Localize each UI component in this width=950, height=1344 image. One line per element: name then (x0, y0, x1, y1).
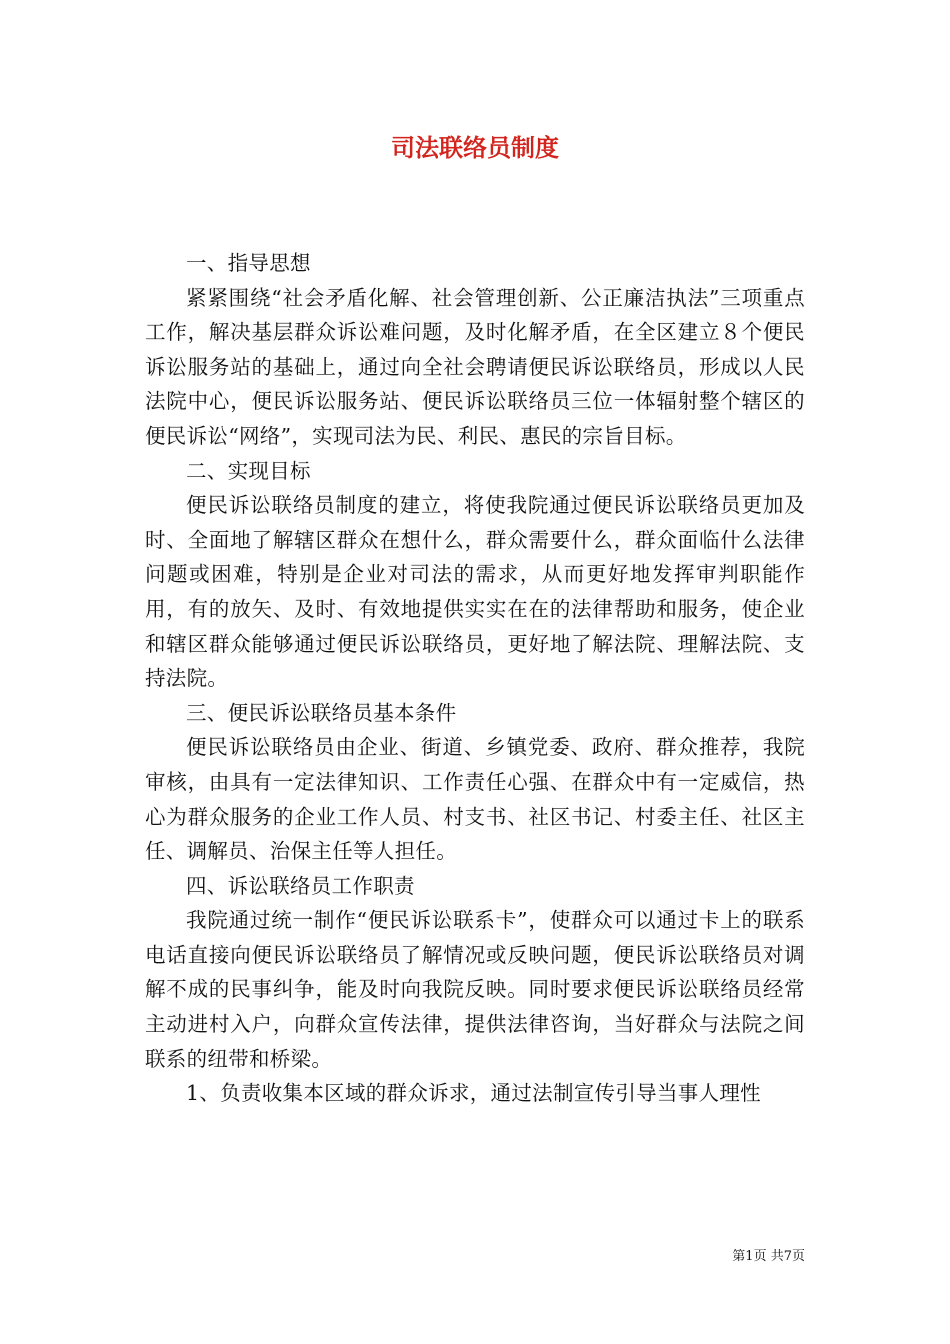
paragraph-goals: 便民诉讼联络员制度的建立，将使我院通过便民诉讼联络员更加及时、全面地了解辖区群众在想什么，群众需要什么，群众面临什么法律问题或困难，特别是企业对司法的需求，从而更好地发挥审判职能作用，有的放矢、及时、有效地提供实实在在的法律帮助和服务，使企业和辖区群众能够通过便民诉讼联络员，更好地了解法院、理解法院、支持法院。 (145, 493, 805, 691)
paragraph-duty-item-1: 1、负责收集本区域的群众诉求，通过法制宣传引导当事人理性 (186, 1081, 761, 1106)
paragraph-guiding-ideology: 紧紧围绕“社会矛盾化解、社会管理创新、公正廉洁执法”三项重点工作，解决基层群众诉讼难问题，及时化解矛盾，在全区建立８个便民诉讼服务站的基础上，通过向全社会聘请便民诉讼联络员，形成以人民法院中心，便民诉讼服务站、便民诉讼联络员三位一体辐射整个辖区的便民诉讼“网络”，实现司法为民、利民、惠民的宗旨目标。 (145, 285, 805, 448)
footer-page-number: 1 (745, 1249, 754, 1264)
footer-suffix: 页 (791, 1249, 805, 1264)
footer-prefix: 第 (732, 1249, 746, 1264)
page-footer (732, 1248, 805, 1266)
page-title: 司法联络员制度 (391, 133, 559, 162)
footer-middle: 页 共 (753, 1249, 784, 1264)
paragraph-duties: 我院通过统一制作“便民诉讼联系卡”，使群众可以通过卡上的联系电话直接向便民诉讼联络员了解情况或反映问题，便民诉讼联络员对调解不成的民事纠争，能及时向我院反映。同时要求便民诉讼联络员经常主动进村入户，向群众宣传法律，提供法律咨询，当好群众与法院之间联系的纽带和桥梁。 (145, 908, 805, 1071)
footer-total-pages: 7 (783, 1249, 792, 1264)
paragraph-basic-conditions: 便民诉讼联络员由企业、街道、乡镇党委、政府、群众推荐，我院审核，由具有一定法律知识、工作责任心强、在群众中有一定威信，热心为群众服务的企业工作人员、村支书、社区书记、村委主任、社区主任、调解员、治保主任等人担任。 (145, 735, 805, 864)
section-heading-goals: 二、实现目标 (186, 458, 311, 483)
section-heading-duties: 四、诉讼联络员工作职责 (186, 873, 415, 898)
section-heading-guiding-ideology: 一、指导思想 (186, 251, 311, 275)
section-heading-basic-conditions: 三、便民诉讼联络员基本条件 (186, 700, 457, 725)
document-body (145, 246, 805, 1111)
